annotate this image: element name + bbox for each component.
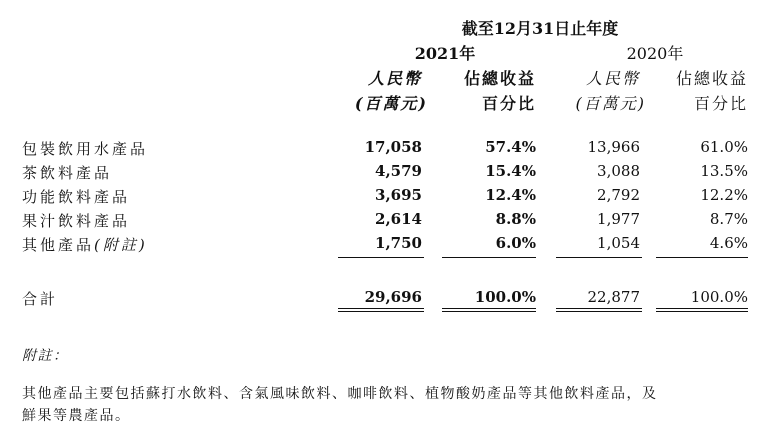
- col-pct-2020: 佔總收益: [675, 69, 748, 88]
- rmb-2021-value: 1,750: [375, 234, 422, 252]
- year-2020-header: 2020年: [626, 44, 684, 63]
- col-pct-2021: 佔總收益: [463, 69, 536, 88]
- pct-2021-value: 57.4%: [485, 138, 536, 156]
- pct-2020-value: 12.2%: [700, 186, 748, 204]
- row-label: 果汁飲料產品: [22, 212, 131, 230]
- pct-2021-value: 8.8%: [495, 210, 536, 228]
- row-label: 包裝飲用水產品: [22, 140, 149, 158]
- pct-2020-value: 13.5%: [700, 162, 748, 180]
- total-rmb-2021: 29,696: [364, 288, 422, 306]
- total-rule-rmb-2021: [338, 308, 424, 312]
- total-label: 合計: [22, 290, 59, 308]
- notes-line-1: 其他產品主要包括蘇打水飲料、含氣風味飲料、咖啡飲料、植物酸奶產品等其他飲料產品，及: [22, 386, 658, 402]
- rmb-2020-value: 2,792: [597, 186, 640, 204]
- year-2021-header: 2021年: [414, 44, 476, 63]
- pct-2020-value: 8.7%: [709, 210, 748, 228]
- row-label: [22, 234, 148, 255]
- rmb-2021-value: 4,579: [375, 162, 422, 180]
- pct-2021-value: 12.4%: [485, 186, 536, 204]
- row-label-text: 其他產品: [22, 236, 95, 254]
- pct-2021-value: 6.0%: [495, 234, 536, 252]
- pct-2021-value: 15.4%: [485, 162, 536, 180]
- total-pct-2021: 100.0%: [474, 288, 536, 306]
- pct-2020-value: 61.0%: [700, 138, 748, 156]
- subtotal-rule-pct-2020: [656, 257, 748, 258]
- rmb-2021-value: 2,614: [375, 210, 422, 228]
- col-rmb-unit-2021: (百萬元): [354, 94, 428, 113]
- col-pct-unit-2020: 百分比: [693, 94, 748, 113]
- subtotal-rule-rmb-2021: [338, 257, 424, 258]
- total-rule-pct-2021: [442, 308, 536, 312]
- rmb-2021-value: 17,058: [364, 138, 422, 156]
- total-rule-rmb-2020: [556, 308, 642, 312]
- total-rmb-2020: 22,877: [587, 288, 640, 306]
- subtotal-rule-pct-2021: [442, 257, 536, 258]
- notes-line-2: 鮮果等農產品。: [22, 408, 131, 424]
- rmb-2020-value: 3,088: [597, 162, 640, 180]
- rmb-2020-value: 1,054: [597, 234, 640, 252]
- total-rule-pct-2020: [656, 308, 748, 312]
- col-rmb-2020: 人民幣: [585, 69, 640, 88]
- subtotal-rule-rmb-2020: [556, 257, 642, 258]
- rmb-2020-value: 13,966: [587, 138, 640, 156]
- row-label-note: (附註): [94, 236, 148, 254]
- rmb-2020-value: 1,977: [597, 210, 640, 228]
- rmb-2021-value: 3,695: [375, 186, 422, 204]
- row-label: 茶飲料產品: [22, 164, 113, 182]
- period-header: 截至12月31日止年度: [461, 19, 619, 38]
- col-pct-unit-2021: 百分比: [481, 94, 536, 113]
- col-rmb-unit-2020: (百萬元): [575, 94, 646, 113]
- notes-title: 附註：: [22, 348, 69, 364]
- pct-2020-value: 4.6%: [709, 234, 748, 252]
- col-rmb-2021: 人民幣: [367, 69, 422, 88]
- total-pct-2020: 100.0%: [690, 288, 748, 306]
- row-label: 功能飲料產品: [22, 188, 131, 206]
